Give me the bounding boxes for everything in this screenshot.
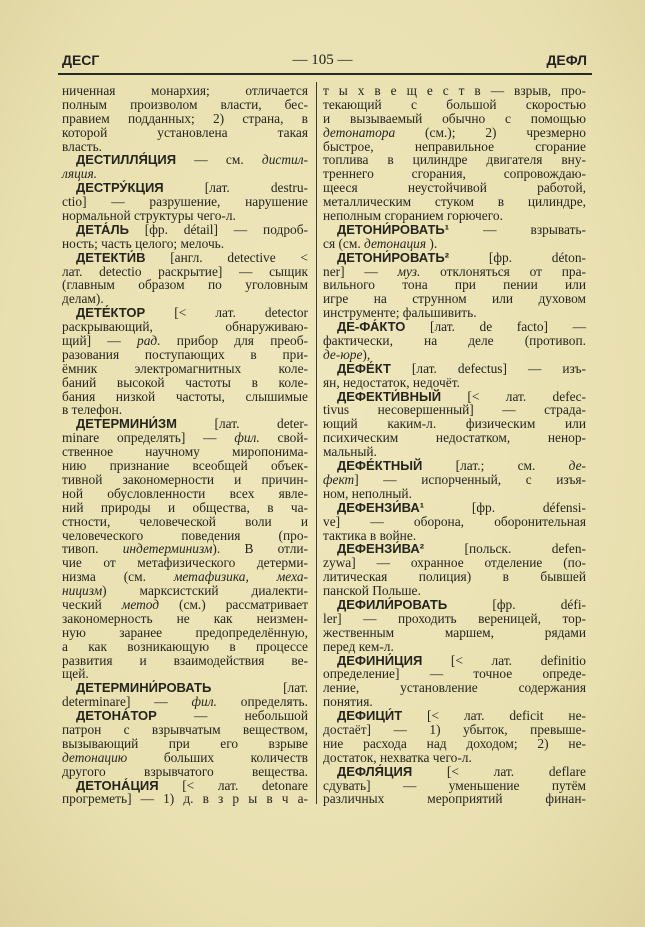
body-text: понятия. — [323, 694, 373, 710]
body-text: [польск. defen- — [424, 541, 586, 557]
body-text: нию признание всеобщей объек- — [62, 458, 308, 474]
body-text: ной обусловленности всех явле- — [62, 485, 308, 501]
body-text: психическим недостатком, ненор- — [323, 430, 586, 446]
body-text: (см.) рассматривает — [159, 596, 308, 612]
body-text: ся (см. — [323, 235, 365, 251]
body-text: [лат. de facto] — — [405, 319, 586, 335]
body-text: инструменте; фальшивить. — [323, 305, 477, 321]
text-line — [323, 612, 586, 626]
body-text: прогреметь] — 1) д. в з р ы в ч а- — [62, 791, 308, 807]
text-line — [323, 181, 586, 195]
text-line — [62, 570, 308, 584]
text-line — [62, 362, 308, 376]
left-column — [62, 84, 308, 806]
headword: ДЕФЕНЗИ́ВА² — [337, 541, 425, 557]
headword: ДЕСТИЛЛЯ́ЦИЯ — [76, 152, 177, 168]
text-line — [323, 445, 586, 459]
italic-text: де- — [568, 458, 586, 474]
body-text: [< лат. deficit не- — [402, 708, 586, 724]
text-line — [62, 237, 308, 251]
body-text: щий] — — [62, 333, 138, 349]
body-text: делам). — [62, 291, 104, 307]
text-line — [323, 640, 586, 654]
body-text: баний высокой частоты в коле- — [62, 374, 308, 390]
headword: ДЕФЕ́КТНЫЙ — [337, 458, 423, 474]
body-text: тивной закономерности и причин- — [62, 471, 308, 487]
body-text: (см.); 2) чрезмерно — [395, 124, 586, 140]
text-line — [323, 153, 586, 167]
text-line — [62, 723, 308, 737]
body-text: вильного тона при пении или — [323, 277, 586, 293]
text-line — [323, 195, 586, 209]
body-text: раскрывающий, обнаруживаю- — [62, 319, 308, 335]
text-line — [323, 681, 586, 695]
headword: ДЕСТРУ́КЦИЯ — [76, 180, 164, 196]
body-text: больших количеств — [127, 749, 308, 765]
text-line — [62, 612, 308, 626]
body-text: [< лат. deflare — [412, 763, 586, 779]
body-text: топлива в цилиндре двигателя вну- — [323, 152, 586, 168]
body-text: [фр. défi- — [447, 596, 586, 612]
body-text: нормальной структуры чего-л. — [62, 208, 236, 224]
body-text: человеческого поведения (про- — [62, 527, 308, 543]
text-line — [62, 681, 308, 695]
text-line — [323, 403, 586, 417]
text-line — [62, 487, 308, 501]
text-line — [323, 459, 586, 473]
text-line — [62, 737, 308, 751]
text-line — [62, 126, 308, 140]
text-line — [62, 626, 308, 640]
text-line — [323, 779, 586, 793]
headword: ДЕТОНИ́РОВАТЬ¹ — [337, 221, 450, 237]
text-line — [62, 709, 308, 723]
text-line — [62, 251, 308, 265]
body-text: [< лат. definitio — [422, 652, 586, 668]
italic-text: фил. — [234, 430, 260, 446]
body-text: ) марксистский диалекти- — [102, 583, 308, 599]
text-line — [323, 292, 586, 306]
text-line — [62, 181, 308, 195]
body-text: другого взрывчатого вещества. — [62, 763, 308, 779]
italic-text: детонация — [364, 235, 427, 251]
body-text: ёмник электромагнитных коле- — [62, 360, 308, 376]
italic-text: дистил- — [261, 152, 308, 168]
body-text: текающий с большой скоростью — [323, 96, 586, 112]
text-line — [323, 584, 586, 598]
text-line — [323, 98, 586, 112]
headword: ДЕТОНА́ТОР — [76, 708, 157, 724]
text-line — [62, 320, 308, 334]
body-text: ve] — оборона, оборонительная — [323, 513, 586, 529]
italic-text: индетерминизм — [122, 541, 213, 557]
body-text: отклоняться от пра- — [420, 263, 586, 279]
body-text: мальный. — [323, 444, 377, 460]
text-line — [323, 737, 586, 751]
body-text: ющий каким-л. физическим или — [323, 416, 586, 432]
text-line — [323, 417, 586, 431]
text-line — [62, 278, 308, 292]
text-line — [62, 765, 308, 779]
text-line — [323, 209, 586, 223]
body-text: достаток, нехватка чего-л. — [323, 749, 472, 765]
body-text: [< лат. defec- — [441, 388, 586, 404]
page-number: — 105 — — [292, 52, 353, 68]
body-text: а как возникающую в процессе — [62, 638, 308, 654]
body-text: щееся неустойчивой работой, — [323, 180, 586, 196]
italic-text: ницизм — [62, 583, 103, 599]
body-text: ), — [362, 346, 371, 362]
header-rule — [58, 73, 592, 75]
body-text: игре на струнном или духовом — [323, 291, 586, 307]
text-line — [323, 306, 586, 320]
text-line — [62, 584, 308, 598]
text-line — [62, 431, 308, 445]
body-text: ler] — проходить вереницей, тор- — [323, 610, 586, 626]
headword: ДЕФЕ́КТ — [337, 360, 391, 376]
body-text: достаёт] — 1) убыток, превыше- — [323, 721, 586, 737]
headword: ДЕФЕНЗИ́ВА¹ — [337, 499, 425, 515]
text-line — [323, 501, 586, 515]
text-line — [323, 626, 586, 640]
body-text: жественным маршем, рядами — [323, 624, 586, 640]
body-text: ). В отли- — [212, 541, 309, 557]
text-line — [323, 348, 586, 362]
text-line — [323, 320, 586, 334]
running-head-left: ДЕСГ — [62, 52, 100, 68]
body-text: определение] — точное опреде- — [323, 666, 586, 682]
body-text: tivus несовершенный] — страда- — [323, 402, 586, 418]
text-line — [323, 542, 586, 556]
text-line — [62, 376, 308, 390]
text-line — [323, 237, 586, 251]
text-line — [323, 140, 586, 154]
body-text: литическая полиция) в бывшей — [323, 569, 586, 585]
body-text: тивоп. — [62, 541, 123, 557]
body-text: различных мероприятий финан- — [323, 791, 586, 807]
text-line — [62, 556, 308, 570]
body-text: [лат. destru- — [163, 180, 308, 196]
body-text: которой установлена такая — [62, 124, 308, 140]
body-text: развития и взаимодействия ве- — [62, 652, 308, 668]
italic-text: детонатора — [323, 124, 396, 140]
body-text: щей. — [62, 666, 89, 682]
text-line — [62, 515, 308, 529]
body-text: разования поступающих в при- — [62, 346, 308, 362]
body-text: вызывающий при его взрыве — [62, 735, 308, 751]
body-text: ную заранее предопределённую, — [62, 624, 308, 640]
text-line — [62, 459, 308, 473]
text-line — [62, 98, 308, 112]
body-text: тактика в войне. — [323, 527, 417, 543]
text-line — [323, 223, 586, 237]
italic-text: фект — [323, 471, 355, 487]
text-line — [62, 112, 308, 126]
headword: ДЕ-ФА́КТО — [337, 319, 406, 335]
text-line — [62, 751, 308, 765]
body-text: власть. — [62, 138, 103, 154]
text-line — [62, 792, 308, 806]
headword: ДЕФЕКТИ́ВНЫЙ — [337, 388, 442, 404]
text-line — [323, 278, 586, 292]
body-text: ление, установление содержания — [323, 680, 586, 696]
text-line — [323, 709, 586, 723]
body-text: фактически, на деле (противоп. — [323, 333, 586, 349]
text-line — [323, 751, 586, 765]
body-text: ний природы и общества, в ча- — [62, 499, 308, 515]
body-text: сдувать] — уменьшение путём — [323, 777, 586, 793]
body-text: ческий — [62, 596, 122, 612]
body-text: ner] — — [323, 263, 398, 279]
body-text: быстрое, неправильное сгорание — [323, 138, 586, 154]
text-line — [323, 251, 586, 265]
text-line — [323, 431, 586, 445]
text-line — [62, 292, 308, 306]
text-line — [323, 487, 586, 501]
body-text: чие от метафизического детерми- — [62, 555, 308, 571]
text-line — [323, 515, 586, 529]
body-text: ном, неполный. — [323, 485, 412, 501]
text-line — [62, 695, 308, 709]
text-line — [62, 501, 308, 515]
text-line — [323, 362, 586, 376]
body-text: determinare] — — [62, 694, 192, 710]
body-text: — небольшой — [156, 708, 308, 724]
text-line — [323, 556, 586, 570]
body-text: ниченная монархия; отличается — [62, 83, 308, 98]
text-line — [62, 390, 308, 404]
headword: ДЕТЕРМИНИ́ЗМ — [76, 416, 177, 432]
text-line — [323, 473, 586, 487]
body-text: ность; часть целого; мелочь. — [62, 235, 225, 251]
body-text: [лат. deter- — [176, 416, 308, 432]
text-line — [323, 112, 586, 126]
body-text: и вызываемый обычно с помощью — [323, 110, 586, 126]
body-text: металлическим стуком в цилиндре, — [323, 194, 586, 210]
text-line — [62, 445, 308, 459]
text-line — [62, 640, 308, 654]
body-text: [< лат. detector — [145, 305, 308, 321]
text-line — [323, 765, 586, 779]
text-line — [62, 542, 308, 556]
body-text: (главным образом по уголовным — [62, 277, 308, 293]
text-line — [323, 376, 586, 390]
body-text: треннего сгорания, сопровождаю- — [323, 166, 586, 182]
text-line — [323, 167, 586, 181]
body-text: свой- — [259, 430, 308, 446]
body-text: — взрывать- — [449, 221, 586, 237]
text-line — [323, 570, 586, 584]
body-text: лат. detectio раскрытие] — сыщик — [62, 263, 308, 279]
body-text: патрон с взрывчатым веществом, — [62, 721, 308, 737]
headword: ДЕФИЦИ́Т — [337, 708, 403, 724]
body-text: ственное научному миропонима- — [62, 444, 308, 460]
right-column — [323, 84, 586, 806]
headword: ДЕФЛЯ́ЦИЯ — [337, 763, 413, 779]
headword: ДЕТЕКТИ́В — [76, 249, 146, 265]
italic-text: метод — [121, 596, 160, 612]
body-text: т ы х в е щ е с т в — взрыв, про- — [323, 83, 586, 98]
text-line — [62, 223, 308, 237]
body-text: панской Польше. — [323, 583, 421, 599]
text-line — [62, 153, 308, 167]
text-line — [323, 792, 586, 806]
text-line — [62, 348, 308, 362]
text-line — [323, 390, 586, 404]
text-line — [62, 140, 308, 154]
text-line — [62, 403, 308, 417]
headword: ДЕТЕРМИНИ́РОВАТЬ — [76, 680, 212, 696]
text-line — [323, 529, 586, 543]
body-text: minare определять] — — [62, 430, 235, 446]
text-line — [323, 723, 586, 737]
italic-text: метафизика, меха- — [173, 569, 308, 585]
body-text: [< лат. detonare — [158, 777, 308, 793]
headword: ДЕФИНИ́ЦИЯ — [337, 652, 423, 668]
body-text: определять. — [216, 694, 308, 710]
body-text: неполным сгоранием горючего. — [323, 208, 503, 224]
text-line — [62, 779, 308, 793]
text-line — [62, 84, 308, 98]
headword: ДЕТОНА́ЦИЯ — [76, 777, 159, 793]
body-text: ние расхода над доходом; 2) не- — [323, 735, 586, 751]
text-line — [323, 334, 586, 348]
italic-text: муз. — [397, 263, 421, 279]
text-line — [62, 167, 308, 181]
body-text: [англ. detective < — [145, 249, 308, 265]
body-text: ). — [426, 235, 438, 251]
text-line — [62, 195, 308, 209]
body-text: — см. — [176, 152, 262, 168]
text-line — [62, 667, 308, 681]
headword: ДЕТЕ́КТОР — [76, 305, 146, 321]
italic-text: фил. — [191, 694, 217, 710]
text-line — [62, 473, 308, 487]
body-text: ян, недостаток, недочёт. — [323, 374, 460, 390]
headword: ДЕТА́ЛЬ — [76, 221, 129, 237]
text-line — [62, 654, 308, 668]
body-text: низма (см. — [62, 569, 174, 585]
text-line — [323, 695, 586, 709]
text-line — [323, 598, 586, 612]
column-divider — [316, 82, 317, 804]
body-text: закономерность не как неизмен- — [62, 610, 308, 626]
text-line — [323, 84, 586, 98]
body-text: [лат. defectus] — изъ- — [390, 360, 586, 376]
italic-text: детонацию — [62, 749, 128, 765]
body-text: [лат.; см. — [422, 458, 569, 474]
italic-text: рад. — [137, 333, 161, 349]
body-text: правием подданных; 2) страна, в — [62, 110, 308, 126]
body-text: zywa] — охранное отделение (по- — [323, 555, 586, 571]
italic-text: де-юре — [323, 346, 363, 362]
body-text: стности, человеческой воли и — [62, 513, 308, 529]
text-line — [323, 654, 586, 668]
body-text: [фр. défensi- — [424, 499, 586, 515]
body-text: в телефон. — [62, 402, 123, 418]
text-line — [62, 529, 308, 543]
body-text: бания низкой частоты, слышимые — [62, 388, 308, 404]
text-line — [323, 126, 586, 140]
body-text: полным произволом власти, бес- — [62, 96, 308, 112]
italic-text: ляция. — [62, 166, 98, 182]
text-line — [62, 598, 308, 612]
body-text: [лат. — [211, 680, 308, 696]
headword: ДЕФИЛИ́РОВАТЬ — [337, 596, 448, 612]
body-text: [фр. déton- — [449, 249, 586, 265]
text-line — [62, 265, 308, 279]
text-line — [323, 265, 586, 279]
text-line — [62, 334, 308, 348]
body-text: ] — испорченный, с изъя- — [354, 471, 586, 487]
text-line — [62, 417, 308, 431]
headword: ДЕТОНИ́РОВАТЬ² — [337, 249, 450, 265]
body-text: ctio] — разрушение, нарушение — [62, 194, 308, 210]
text-line — [323, 667, 586, 681]
text-line — [62, 209, 308, 223]
running-head-right: ДЕФЛ — [546, 52, 587, 68]
body-text: перед кем-л. — [323, 638, 394, 654]
body-text: [фр. détail] — подроб- — [128, 221, 308, 237]
body-text: прибор для преоб- — [160, 333, 308, 349]
text-line — [62, 306, 308, 320]
